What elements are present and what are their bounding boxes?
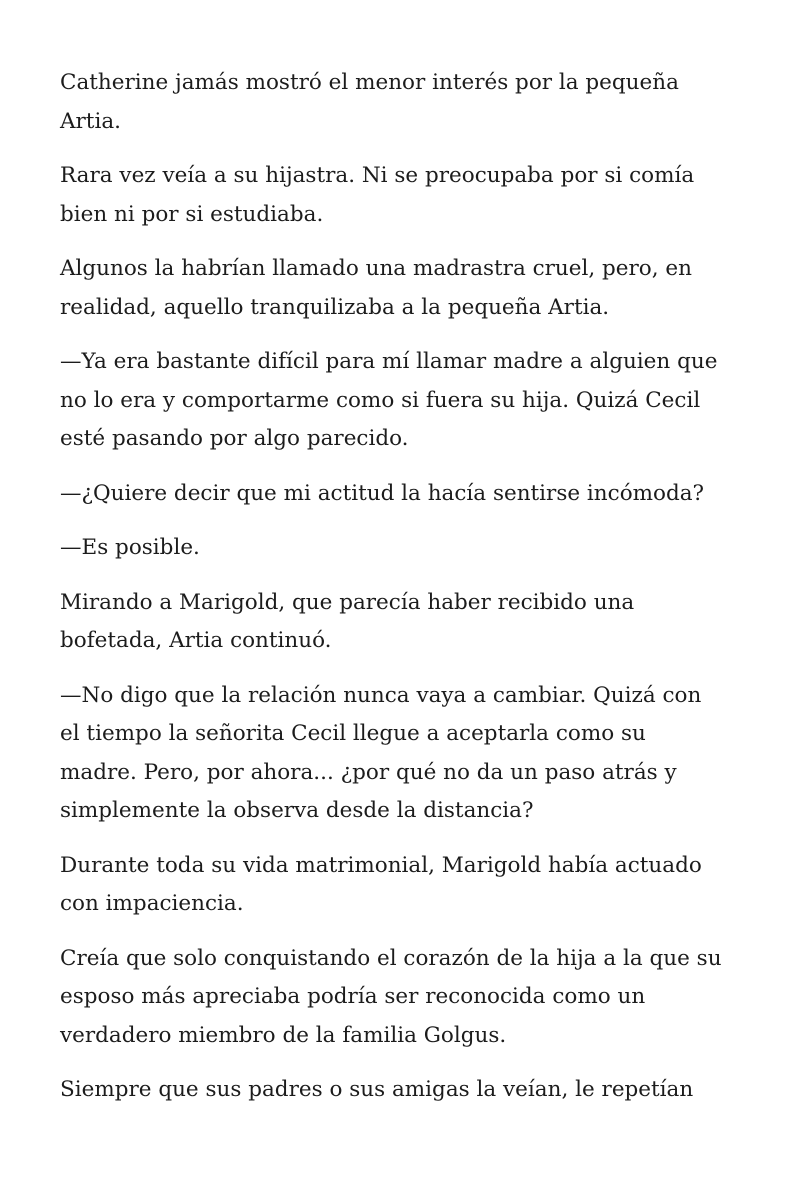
text-line: simplemente la observa desde la distancia? xyxy=(60,798,534,823)
text-line: verdadero miembro de la familia Golgus. xyxy=(60,1022,507,1048)
text-line: Artia. xyxy=(60,108,121,134)
text-line: Creía que solo conquistando el corazón de la hija a la que su xyxy=(60,945,722,971)
text-line: esté pasando por algo parecido. xyxy=(60,426,409,451)
text-line: —¿Quiere decir que mi actitud la hacía sentirse incómoda? xyxy=(60,480,705,506)
paragraph-8 xyxy=(60,677,750,831)
text-line: Mirando a Marigold, que parecía haber recibido una xyxy=(60,589,635,615)
paragraph-1 xyxy=(60,64,750,141)
text-line: esposo más apreciaba podría ser reconocida como un xyxy=(60,984,646,1009)
text-line: con impaciencia. xyxy=(60,891,244,916)
text-line: Algunos la habrían llamado una madrastra cruel, pero, en xyxy=(60,256,692,281)
reading-page xyxy=(60,64,750,1126)
text-line: bien ni por si estudiaba. xyxy=(60,201,324,227)
text-line: madre. Pero, por ahora... ¿por qué no da un paso atrás y xyxy=(60,759,677,785)
text-line: realidad, aquello tranquilizaba a la pequeña Artia. xyxy=(60,294,610,320)
paragraph-6 xyxy=(60,529,750,568)
paragraph-7 xyxy=(60,584,750,661)
text-line: Catherine jamás mostró el menor interés por la pequeña xyxy=(60,70,679,95)
text-line: —Es posible. xyxy=(60,535,200,560)
text-line: —No digo que la relación nunca vaya a cambiar. Quizá con xyxy=(60,682,702,708)
text-line: no lo era y comportarme como si fuera su hija. Quizá Cecil xyxy=(60,387,701,413)
paragraph-11 xyxy=(60,1071,750,1110)
paragraph-5 xyxy=(60,475,750,514)
text-line: —Ya era bastante difícil para mí llamar madre a alguien que xyxy=(60,349,718,374)
paragraph-10 xyxy=(60,940,750,1056)
text-line: Rara vez veía a su hijastra. Ni se preocupaba por si comía xyxy=(60,163,695,188)
paragraph-4 xyxy=(60,343,750,459)
text-line: bofetada, Artia continuó. xyxy=(60,628,332,653)
text-line: el tiempo la señorita Cecil llegue a aceptarla como su xyxy=(60,721,646,746)
text-line: Siempre que sus padres o sus amigas la veían, le repetían xyxy=(60,1077,694,1102)
paragraph-9 xyxy=(60,847,750,924)
paragraph-3 xyxy=(60,250,750,327)
text-line: Durante toda su vida matrimonial, Marigold había actuado xyxy=(60,852,702,878)
paragraph-2 xyxy=(60,157,750,234)
